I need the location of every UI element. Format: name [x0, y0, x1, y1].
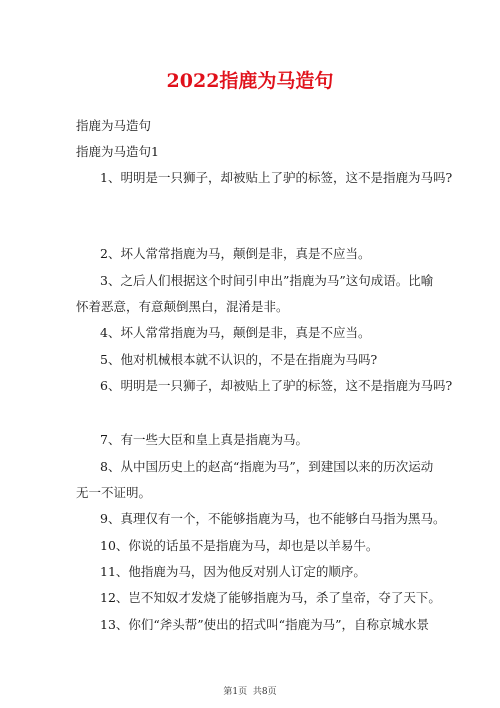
- page-title: 2022指鹿为马造句: [166, 70, 334, 92]
- sentence-3-continued: 怀着恶意，有意颠倒黑白，混淆是非。: [76, 299, 289, 314]
- sentence-12: 12、岂不知奴才发烧了能够指鹿为马，杀了皇帝，夺了天下。: [100, 590, 441, 605]
- sentence-11: 11、他指鹿为马，因为他反对别人订定的顺序。: [100, 564, 366, 579]
- sentence-1: 1、明明是一只狮子，却被贴上了驴的标签，这不是指鹿为马吗?: [100, 170, 453, 185]
- sentence-13: 13、你们“斧头帮”使出的招式叫“指鹿为马”，自称京城水景: [100, 617, 429, 632]
- subtitle-numbered: 指鹿为马造句1: [76, 144, 159, 159]
- sentence-2: 2、坏人常常指鹿为马，颠倒是非，真是不应当。: [100, 246, 371, 261]
- sentence-4: 4、坏人常常指鹿为马，颠倒是非，真是不应当。: [100, 325, 371, 340]
- sentence-8-continued: 无一不证明。: [76, 485, 152, 500]
- page-footer: 第1页 共8页: [223, 687, 277, 697]
- sentence-3: 3、之后人们根据这个时间引申出”指鹿为马”这句成语。比喻: [100, 273, 434, 288]
- sentence-5: 5、他对机械根本就不认识的，不是在指鹿为马吗?: [100, 352, 378, 367]
- sentence-8: 8、从中国历史上的赵高“指鹿为马”，到建国以来的历次运动: [100, 459, 434, 474]
- sentence-10: 10、你说的话虽不是指鹿为马，却也是以羊易牛。: [100, 538, 379, 553]
- sentence-9: 9、真理仅有一个，不能够指鹿为马，也不能够白马指为黑马。: [100, 511, 446, 526]
- sentence-7: 7、有一些大臣和皇上真是指鹿为马。: [100, 432, 308, 447]
- subtitle: 指鹿为马造句: [76, 118, 152, 133]
- sentence-6: 6、明明是一只狮子，却被贴上了驴的标签，这不是指鹿为马吗?: [100, 378, 453, 393]
